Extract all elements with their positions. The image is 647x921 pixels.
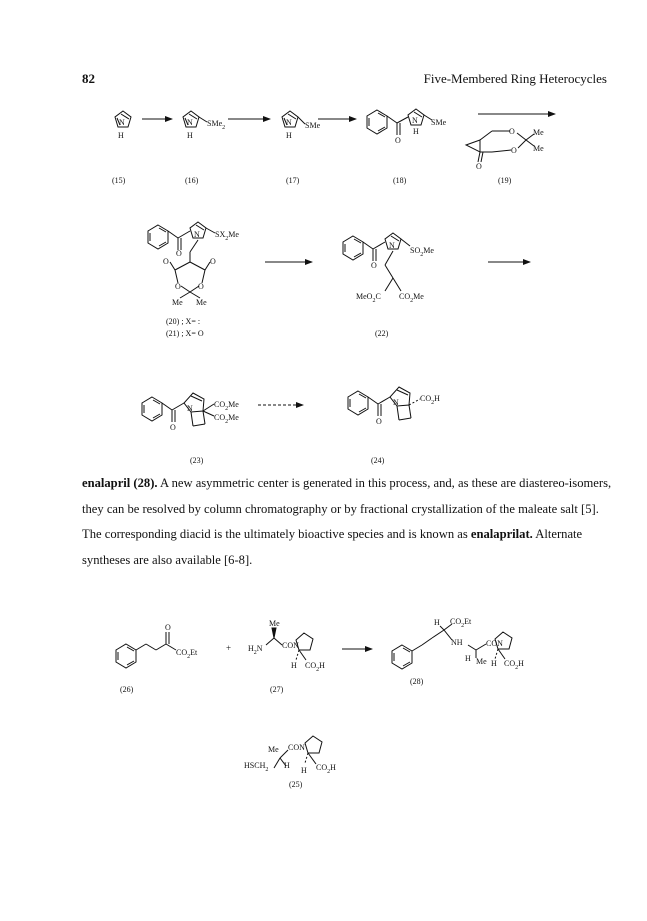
atom-n-17: N <box>286 118 292 127</box>
atom-n-18: N <box>412 116 418 125</box>
atom-o-18: O <box>395 136 401 145</box>
label-17: (17) <box>286 176 300 185</box>
running-title: Five-Membered Ring Heterocycles <box>423 71 607 86</box>
atom-co2me-22: $CO_2Me$ <box>399 292 424 304</box>
atom-co2me-23b: $CO_2Me$ <box>214 413 239 425</box>
atom-n-23: N <box>187 404 193 413</box>
atom-n-20: N <box>194 230 200 239</box>
label-28: (28) <box>410 677 424 686</box>
body-text-1: A new asymmetric center is generated in this process, and, as these are diastereo-isomers, they can be resolved by column chromatography or by fractional crystallization of the maleate salt [5]. The corresponding diacid is the ultimately bioactive species and is known as <box>82 476 612 541</box>
atom-o-19a: O <box>509 127 515 136</box>
label-18: (18) <box>393 176 407 185</box>
atom-sme-17: SMe <box>305 121 321 130</box>
atom-sme-18: SMe <box>431 118 447 127</box>
atom-n-16: N <box>187 118 193 127</box>
atom-hsch2-25: $HSCH_2$ <box>244 761 269 773</box>
atom-h-25b: H <box>301 766 307 775</box>
atom-me-20b: Me <box>196 298 207 307</box>
compound-20-21 <box>148 222 215 298</box>
atom-h-16: H <box>187 131 193 140</box>
atom-h-28b: H <box>465 654 471 663</box>
atom-con-27: CON <box>282 641 299 650</box>
atom-o-19c: O <box>476 162 482 171</box>
atom-h-15: H <box>118 131 124 140</box>
plus-sign: + <box>226 643 232 653</box>
compound-25 <box>274 736 322 768</box>
body-text-2: Alternate syntheses are also available [6-8]. <box>82 527 583 567</box>
atom-co2h-24: $CO_2H$ <box>420 394 440 406</box>
label-27: (27) <box>270 685 284 694</box>
label-23: (23) <box>190 456 204 465</box>
atom-co2et-28: $CO_2Et$ <box>450 617 472 629</box>
atom-o-20c: O <box>175 282 181 291</box>
atom-co2me-23a: $CO_2Me$ <box>214 400 239 412</box>
label-26: (26) <box>120 685 134 694</box>
compound-19 <box>466 131 534 162</box>
compound-23 <box>142 393 214 426</box>
atom-h-27: H <box>291 661 297 670</box>
atom-h-28a: H <box>434 618 440 627</box>
atom-o-20a: O <box>163 257 169 266</box>
label-20: (20) ; X= : <box>166 317 201 326</box>
atom-h-28c: H <box>491 659 497 668</box>
label-19: (19) <box>498 176 512 185</box>
atom-h2n-27: $H_2N$ <box>248 644 263 656</box>
atom-co2h-28: $CO_2H$ <box>504 659 524 671</box>
atom-o-20-carbonyl: O <box>176 249 182 258</box>
atom-h-17: H <box>286 131 292 140</box>
atom-o-20b: O <box>210 257 216 266</box>
atom-co2h-25: $CO_2H$ <box>316 763 336 775</box>
atom-co2h-27: $CO_2H$ <box>305 661 325 673</box>
atom-h-18: H <box>413 127 419 136</box>
atom-me-19a: Me <box>533 128 544 137</box>
atom-o-23: O <box>170 423 176 432</box>
atom-me-25: Me <box>268 745 279 754</box>
atom-o-19b: O <box>511 146 517 155</box>
atom-meo2c-22: MeO$_2$C <box>356 292 381 304</box>
atom-o-26: O <box>165 623 171 632</box>
atom-me-19b: Me <box>533 144 544 153</box>
atom-n-15: N <box>119 118 125 127</box>
atom-sme2-16: SMe$_2$ <box>207 119 226 131</box>
enalapril-term: enalapril (28). <box>82 476 158 490</box>
compound-24 <box>348 387 420 420</box>
atom-sx2me-20: $SX_2Me$ <box>215 230 239 242</box>
compound-26 <box>116 632 176 668</box>
atom-con-25: CON <box>288 743 305 752</box>
enalaprilat-term: enalaprilat. <box>470 527 533 541</box>
atom-me-27: Me <box>269 619 280 628</box>
atom-con-28: CON <box>486 639 503 648</box>
page-number: 82 <box>82 71 95 86</box>
atom-n-22: N <box>389 241 395 250</box>
label-16: (16) <box>185 176 199 185</box>
atom-me-28: Me <box>476 657 487 666</box>
atom-me-20a: Me <box>172 298 183 307</box>
compound-18 <box>367 109 432 135</box>
atom-nh-28: NH <box>451 638 463 647</box>
atom-o-24: O <box>376 417 382 426</box>
label-25: (25) <box>289 780 303 789</box>
atom-o-20d: O <box>198 282 204 291</box>
label-21: (21) ; X= O <box>166 329 204 338</box>
atom-h-25a: H <box>284 761 290 770</box>
label-24: (24) <box>371 456 385 465</box>
atom-so2me-22: $SO_2Me$ <box>410 246 434 258</box>
body-paragraph <box>82 471 614 573</box>
atom-co2et-26: $CO_2Et$ <box>176 648 198 660</box>
atom-o-22: O <box>371 261 377 270</box>
label-15: (15) <box>112 176 126 185</box>
label-22: (22) <box>375 329 389 338</box>
atom-n-24: N <box>393 398 399 407</box>
